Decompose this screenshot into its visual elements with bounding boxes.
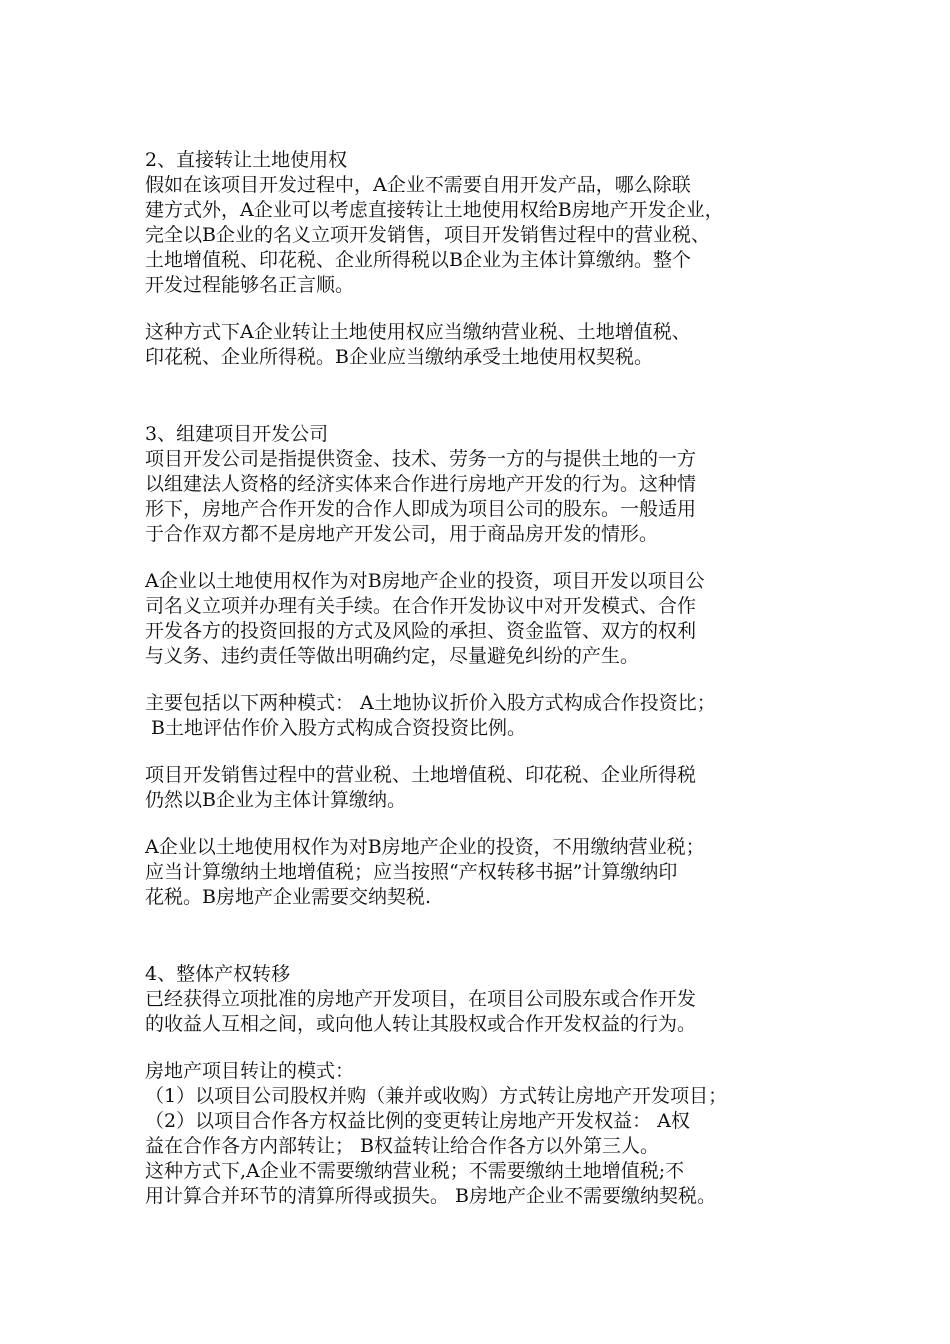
text-line: 用计算合并环节的清算所得或损失。 B房地产企业不需要缴纳契税。 <box>145 1185 717 1207</box>
text-line: 土地增值税、印花税、企业所得税以B企业为主体计算缴纳。整个 <box>145 249 691 271</box>
text-line: 房地产项目转让的模式： <box>145 1060 355 1082</box>
section-4-paragraph-1 <box>145 987 825 1037</box>
text-line: 已经获得立项批准的房地产开发项目，在项目公司股东或合作开发 <box>145 988 697 1010</box>
text-line: 应当计算缴纳土地增值税；应当按照“产权转移书据”计算缴纳印 <box>145 861 678 883</box>
text-line: 项目开发公司是指提供资金、技术、劳务一方的与提供土地的一方 <box>145 448 697 470</box>
section-2-paragraph-1 <box>145 173 825 298</box>
text-line: 这种方式下A企业转让土地使用权应当缴纳营业税、土地增值税、 <box>145 321 691 343</box>
section-2-paragraph-2 <box>145 320 825 370</box>
text-line: 仍然以B企业为主体计算缴纳。 <box>145 789 406 811</box>
text-line: B土地评估作价入股方式构成合资投资比例。 <box>145 717 527 739</box>
section-2-heading: 2、直接转让土地使用权 <box>145 149 348 171</box>
text-line: A企业以土地使用权作为对B房地产企业的投资，不用缴纳营业税； <box>145 836 705 858</box>
text-line: 以组建法人资格的经济实体来合作进行房地产开发的行为。这种情 <box>145 473 697 495</box>
text-line: 这种方式下,A企业不需要缴纳营业税；不需要缴纳土地增值税;不 <box>145 1160 685 1182</box>
text-line: 益在合作各方内部转让； B权益转让给合作各方以外第三人。 <box>145 1135 660 1157</box>
text-line: 假如在该项目开发过程中，A企业不需要自用开发产品，哪么除联 <box>145 174 691 196</box>
text-line: 开发各方的投资回报的方式及风险的承担、资金监管、双方的权利 <box>145 620 697 642</box>
text-line: 开发过程能够名正言顺。 <box>145 274 355 296</box>
text-line: （1）以项目公司股权并购（兼并或收购）方式转让房地产开发项目； <box>145 1085 728 1107</box>
text-line: 建方式外，A企业可以考虑直接转让土地使用权给B房地产开发企业， <box>145 199 724 221</box>
text-line: 形下，房地产合作开发的合作人即成为项目公司的股东。一般适用 <box>145 498 697 520</box>
section-3-heading: 3、组建项目开发公司 <box>145 423 329 445</box>
text-line: 的收益人互相之间，或向他人转让其股权或合作开发权益的行为。 <box>145 1013 697 1035</box>
text-line: 花税。B房地产企业需要交纳契税. <box>145 886 432 908</box>
section-3-paragraph-3 <box>145 691 825 741</box>
section-3-paragraph-2 <box>145 569 825 669</box>
text-line: A企业以土地使用权作为对B房地产企业的投资，项目开发以项目公 <box>145 570 705 592</box>
text-line: 司名义立项并办理有关手续。在合作开发协议中对开发模式、合作 <box>145 595 697 617</box>
text-line: （2）以项目合作各方权益比例的变更转让房地产开发权益： A权 <box>145 1110 690 1132</box>
text-line: 完全以B企业的名义立项开发销售，项目开发销售过程中的营业税、 <box>145 224 710 246</box>
section-4-heading: 4、整体产权转移 <box>145 963 291 985</box>
text-line: 主要包括以下两种模式： A土地协议折价入股方式构成合作投资比； <box>145 692 716 714</box>
text-line: 印花税、企业所得税。B企业应当缴纳承受土地使用权契税。 <box>145 346 653 368</box>
text-line: 于合作双方都不是房地产开发公司，用于商品房开发的情形。 <box>145 523 659 545</box>
section-3-paragraph-1 <box>145 447 825 547</box>
text-line: 与义务、违约责任等做出明确约定，尽量避免纠纷的产生。 <box>145 645 640 667</box>
section-3-paragraph-5 <box>145 835 825 910</box>
text-line: 项目开发销售过程中的营业税、土地增值税、印花税、企业所得税 <box>145 764 697 786</box>
document-page <box>145 148 825 1209</box>
section-4-paragraph-2 <box>145 1059 825 1209</box>
section-3-paragraph-4 <box>145 763 825 813</box>
